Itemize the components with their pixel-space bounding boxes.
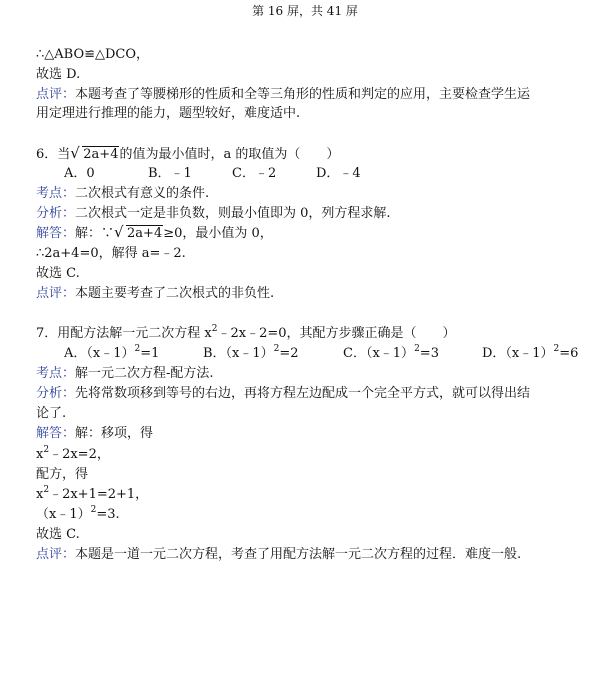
- fenxi-text: 二次根式一定是非负数，则最小值即为 0，列方程求解.: [75, 206, 391, 221]
- step-text-end: =3.: [96, 507, 120, 522]
- option-text: C．（x﹣1）: [343, 346, 415, 361]
- q7-fenxi-line-2: 论了.: [36, 406, 67, 421]
- radical-sign-icon: √: [70, 144, 80, 162]
- sqrt-expression: [114, 225, 163, 243]
- congruence-line: ∴△ABO≌△DCO，: [36, 47, 150, 62]
- kaodian-text: 解一元二次方程-配方法.: [75, 366, 214, 381]
- jieda-label: 解答：: [36, 426, 76, 441]
- option-text-end: =2: [279, 346, 299, 361]
- q7-stem: [36, 325, 456, 343]
- q6-fenxi: [36, 205, 391, 223]
- radical-sign-icon: √: [114, 223, 124, 241]
- q7-step-1: [36, 446, 110, 464]
- page-header: 第 16 屏，共 41 屏: [252, 4, 358, 18]
- q7-step-2: 配方，得: [36, 467, 89, 482]
- q6-option-a: A．0: [64, 166, 95, 181]
- exponent: 2: [90, 505, 97, 515]
- kaodian-label: 考点：: [36, 366, 76, 381]
- q7-jieda: [36, 425, 153, 443]
- q6-stem: [36, 146, 339, 164]
- step-text: x: [36, 447, 44, 462]
- q7-kaodian: [36, 365, 214, 383]
- q7-stem-end: ﹣2x﹣2=0，其配方步骤正确是（ ）: [217, 326, 456, 341]
- option-text: D．（x﹣1）: [482, 346, 554, 361]
- radicand: 2a+4: [83, 147, 119, 162]
- comment-line: [36, 86, 530, 104]
- q6-jieda: [36, 225, 273, 243]
- step-text: （x﹣1）: [36, 507, 91, 522]
- exponent: 2: [134, 344, 141, 354]
- q7-stem-start: 7．用配方法解一元二次方程 x: [36, 326, 212, 341]
- q6-answer: 故选 C.: [36, 266, 80, 281]
- option-text-end: =3: [419, 346, 439, 361]
- q7-step-3: [36, 486, 148, 504]
- fenxi-label: 分析：: [36, 386, 76, 401]
- fenxi-label: 分析：: [36, 206, 76, 221]
- exponent: 2: [273, 344, 280, 354]
- exponent: 2: [414, 344, 420, 354]
- comment-text: 本题考查了等腰梯形的性质和全等三角形的性质和判定的应用，主要检查学生运: [75, 87, 531, 102]
- jieda-text-start: 解：∵: [75, 226, 115, 241]
- step-text-end: ﹣2x+1=2+1，: [49, 487, 149, 502]
- dianping-text: 本题主要考查了二次根式的非负性.: [75, 286, 275, 301]
- q6-option-c: C．﹣2: [232, 166, 277, 181]
- q7-answer: 故选 C.: [36, 527, 80, 542]
- q7-option-b: [203, 345, 299, 363]
- q6-dianping: [36, 285, 274, 303]
- q6-option-b: B．﹣1: [148, 166, 192, 181]
- fenxi-text: 先将常数项移到等号的右边，再将方程左边配成一个完全平方式，就可以得出结: [75, 386, 531, 401]
- comment-label: 点评：: [36, 87, 76, 102]
- q7-option-d: [482, 345, 578, 363]
- dianping-label: 点评：: [36, 547, 76, 562]
- q7-option-c: [343, 345, 439, 363]
- jieda-label: 解答：: [36, 226, 76, 241]
- q7-fenxi: [36, 385, 530, 403]
- q7-step-4: [36, 506, 120, 524]
- q6-option-d: D．﹣4: [316, 166, 361, 181]
- jieda-text-end: ≥0，最小值为 0，: [163, 226, 273, 241]
- dianping-text: 本题是一道一元二次方程，考查了用配方法解一元二次方程的过程．难度一般.: [75, 547, 522, 562]
- q6-stem-start: 6．当: [36, 147, 71, 162]
- exponent: 2: [43, 485, 50, 495]
- option-text: A．（x﹣1）: [64, 346, 135, 361]
- q7-dianping: [36, 546, 521, 564]
- q6-kaodian: [36, 185, 209, 203]
- option-text-end: =6: [559, 346, 579, 361]
- radicand: 2a+4: [127, 226, 163, 241]
- q6-step: ∴2a+4=0，解得 a=﹣2.: [36, 246, 186, 261]
- sqrt-expression: [70, 146, 119, 164]
- exponent: 2: [553, 344, 560, 354]
- exponent: 2: [43, 445, 50, 455]
- kaodian-text: 二次根式有意义的条件.: [75, 186, 210, 201]
- option-text-end: =1: [140, 346, 160, 361]
- q7-option-a: [64, 345, 159, 363]
- q6-stem-end: 的值为最小值时，a 的取值为（ ）: [119, 147, 340, 162]
- step-text: x: [36, 487, 44, 502]
- exponent: 2: [211, 324, 218, 334]
- answer-line: 故选 D.: [36, 67, 81, 82]
- dianping-label: 点评：: [36, 286, 76, 301]
- jieda-text: 解：移项，得: [75, 426, 154, 441]
- comment-line-2: 用定理进行推理的能力，题型较好，难度适中.: [36, 106, 301, 121]
- kaodian-label: 考点：: [36, 186, 76, 201]
- step-text-end: ﹣2x=2，: [49, 447, 110, 462]
- option-text: B．（x﹣1）: [203, 346, 274, 361]
